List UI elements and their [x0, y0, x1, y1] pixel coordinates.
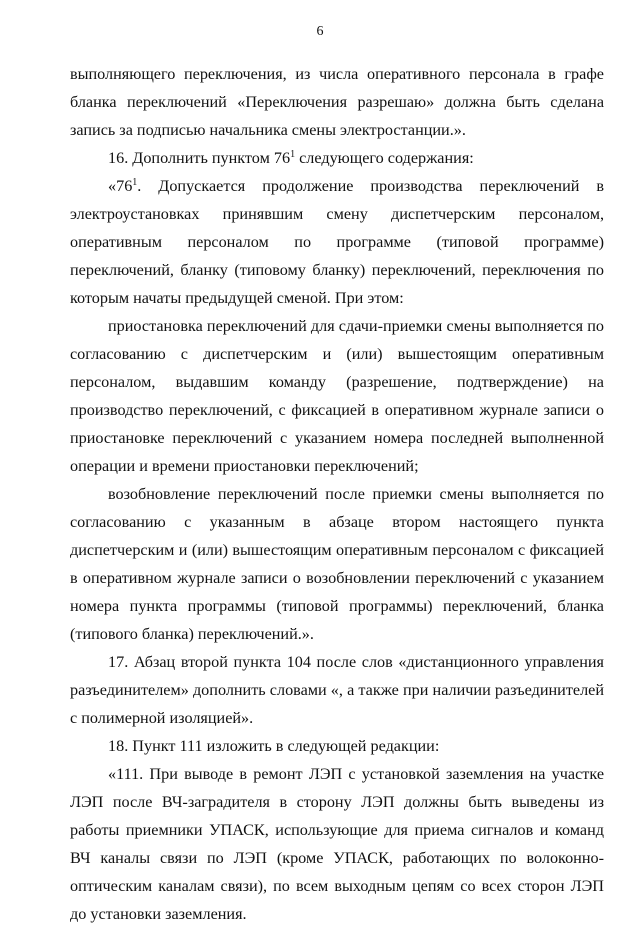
paragraph-continuation: выполняющего переключения, из числа оперативного персонала в графе бланка переключений «Переключения разрешаю» должна быть сделана запись за подписью начальника смены электростанции.».	[70, 65, 604, 139]
paragraph-item-17: 17. Абзац второй пункта 104 после слов «дистанционного управления разъединителем» дополнить словами «, а также при наличии разъединителей с полимерной изоляцией».	[70, 653, 604, 727]
paragraph-item-76-1-superscript: 1	[132, 177, 138, 188]
paragraph-item-16-text-after: следующего содержания:	[295, 149, 474, 167]
paragraph-item-16-text-before: 16. Дополнить пунктом 76	[108, 149, 291, 167]
paragraph-suspension: приостановка переключений для сдачи-приемки смены выполняется по согласованию с диспетчерским и (или) вышестоящим оперативным персоналом, выдавшим команду (разрешение, подтверждение) на производство переключений, с фиксацией в оперативном журнале записи о приостановке переключений с указанием номера последней выполненной операции и времени приостановки переключений;	[70, 317, 604, 475]
paragraph-item-76-1	[70, 172, 604, 312]
paragraph-item-16-superscript: 1	[290, 149, 296, 160]
paragraph-item-18: 18. Пункт 111 изложить в следующей редакции:	[108, 737, 440, 755]
paragraph-item-111: «111. При выводе в ремонт ЛЭП с установкой заземления на участке ЛЭП после ВЧ-заградителя в сторону ЛЭП должны быть выведены из работы приемники УПАСК, использующие для приема сигналов и команд ВЧ каналы связи по ЛЭП (кроме УПАСК, работающих по волоконно-оптическим каналам связи), по всем выходным цепям со всех сторон ЛЭП до установки заземления.	[70, 765, 604, 923]
paragraph-item-16	[70, 144, 604, 172]
page-number: 6	[316, 24, 324, 39]
paragraph-resumption: возобновление переключений после приемки смены выполняется по согласованию с указанным в абзаце втором настоящего пункта диспетчерским и (или) вышестоящим оперативным персоналом с фиксацией в оперативном журнале записи о возобновлении переключений с указанием номера пункта программы (типовой программы) переключений, бланка (типового бланка) переключений.».	[70, 485, 604, 643]
paragraph-item-76-1-text-after: . Допускается продолжение производства переключений в электроустановках принявшим смену диспетчерским персоналом, оперативным персоналом по программе (типовой программе) переключений, бланку (типовому бланку) переключений, переключения по которым начаты предыдущей сменой. При этом:	[70, 177, 604, 307]
paragraph-item-76-1-text-before: «76	[108, 177, 133, 195]
document-body	[70, 60, 604, 928]
